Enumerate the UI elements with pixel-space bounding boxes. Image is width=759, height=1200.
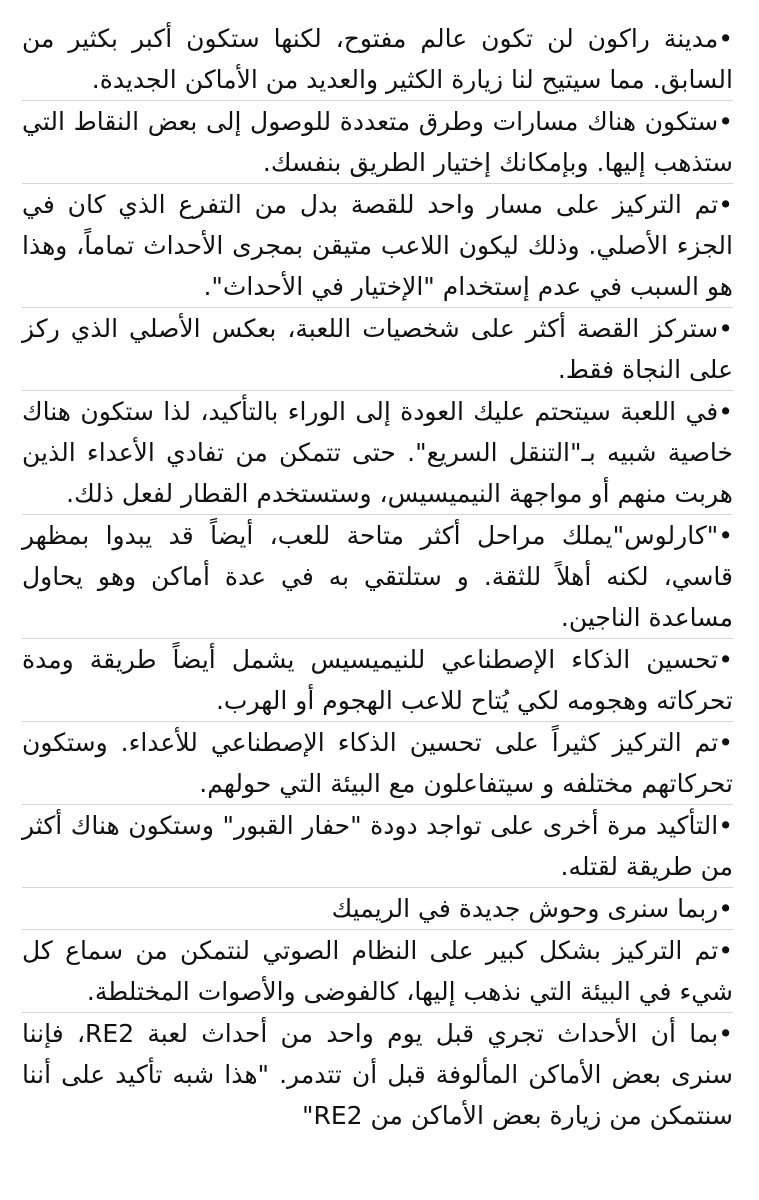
paragraph-character-focus: •ستركز القصة أكثر على شخصيات اللعبة، بعكس الأصلي الذي ركز على النجاة فقط. (22, 307, 733, 390)
paragraph-raccoon-city-size: •مدينة راكون لن تكون عالم مفتوح، لكنها ستكون أكبر بكثير من السابق. مما سيتيح لنا زيارة الكثير والعديد من الأماكن الجديدة. (22, 24, 733, 94)
article-body (22, 18, 733, 1136)
paragraph-carlos: •"كارلوس"يملك مراحل أكثر متاحة للعب، أيضاً قد يبدوا بمظهر قاسي، لكنه أهلاً للثقة. و ستلتقي به في عدة أماكن وهو يحاول مساعدة الناجين. (22, 514, 733, 638)
paragraph-re2-timeline: •بما أن الأحداث تجري قبل يوم واحد من أحداث لعبة RE2، فإننا سنرى بعض الأماكن المألوفة قبل أن تتدمر. "هذا شبه تأكيد على أننا سنتمكن من زيارة بعض الأماكن من RE2" (22, 1012, 733, 1136)
paragraph-grave-digger: •التأكيد مرة أخرى على تواجد دودة "حفار القبور" وستكون هناك أكثر من طريقة لقتله. (22, 804, 733, 887)
paragraph-nemesis-ai: •تحسين الذكاء الإصطناعي للنيميسيس يشمل أيضاً طريقة ومدة تحركاته وهجومه لكي يُتاح للاعب الهجوم أو الهرب. (22, 638, 733, 721)
paragraph-audio-system: •تم التركيز بشكل كبير على النظام الصوتي لنتمكن من سماع كل شيء في البيئة التي نذهب إليها، كالفوضى والأصوات المختلطة. (22, 929, 733, 1012)
paragraph-single-story-path: •تم التركيز على مسار واحد للقصة بدل من التفرع الذي كان في الجزء الأصلي. وذلك ليكون اللاعب متيقن بمجرى الأحداث تماماً، وهذا هو السبب في عدم إستخدام "الإختيار في الأحداث". (22, 183, 733, 307)
paragraph-new-monsters: •ربما سنرى وحوش جديدة في الريميك (22, 887, 733, 929)
paragraph-fast-travel: •في اللعبة سيتحتم عليك العودة إلى الوراء بالتأكيد، لذا ستكون هناك خاصية شبيه بـ"التنقل السريع". حتى تتمكن من تفادي الأعداء الذين هربت منهم أو مواجهة النيميسيس، وستستخدم القطار لفعل ذلك. (22, 390, 733, 514)
paragraph-enemy-ai: •تم التركيز كثيراً على تحسين الذكاء الإصطناعي للأعداء. وستكون تحركاتهم مختلفه و سيتفاعلون مع البيئة التي حولهم. (22, 721, 733, 804)
paragraph-multiple-paths: •ستكون هناك مسارات وطرق متعددة للوصول إلى بعض النقاط التي ستذهب إليها. وبإمكانك إختيار الطريق بنفسك. (22, 100, 733, 183)
